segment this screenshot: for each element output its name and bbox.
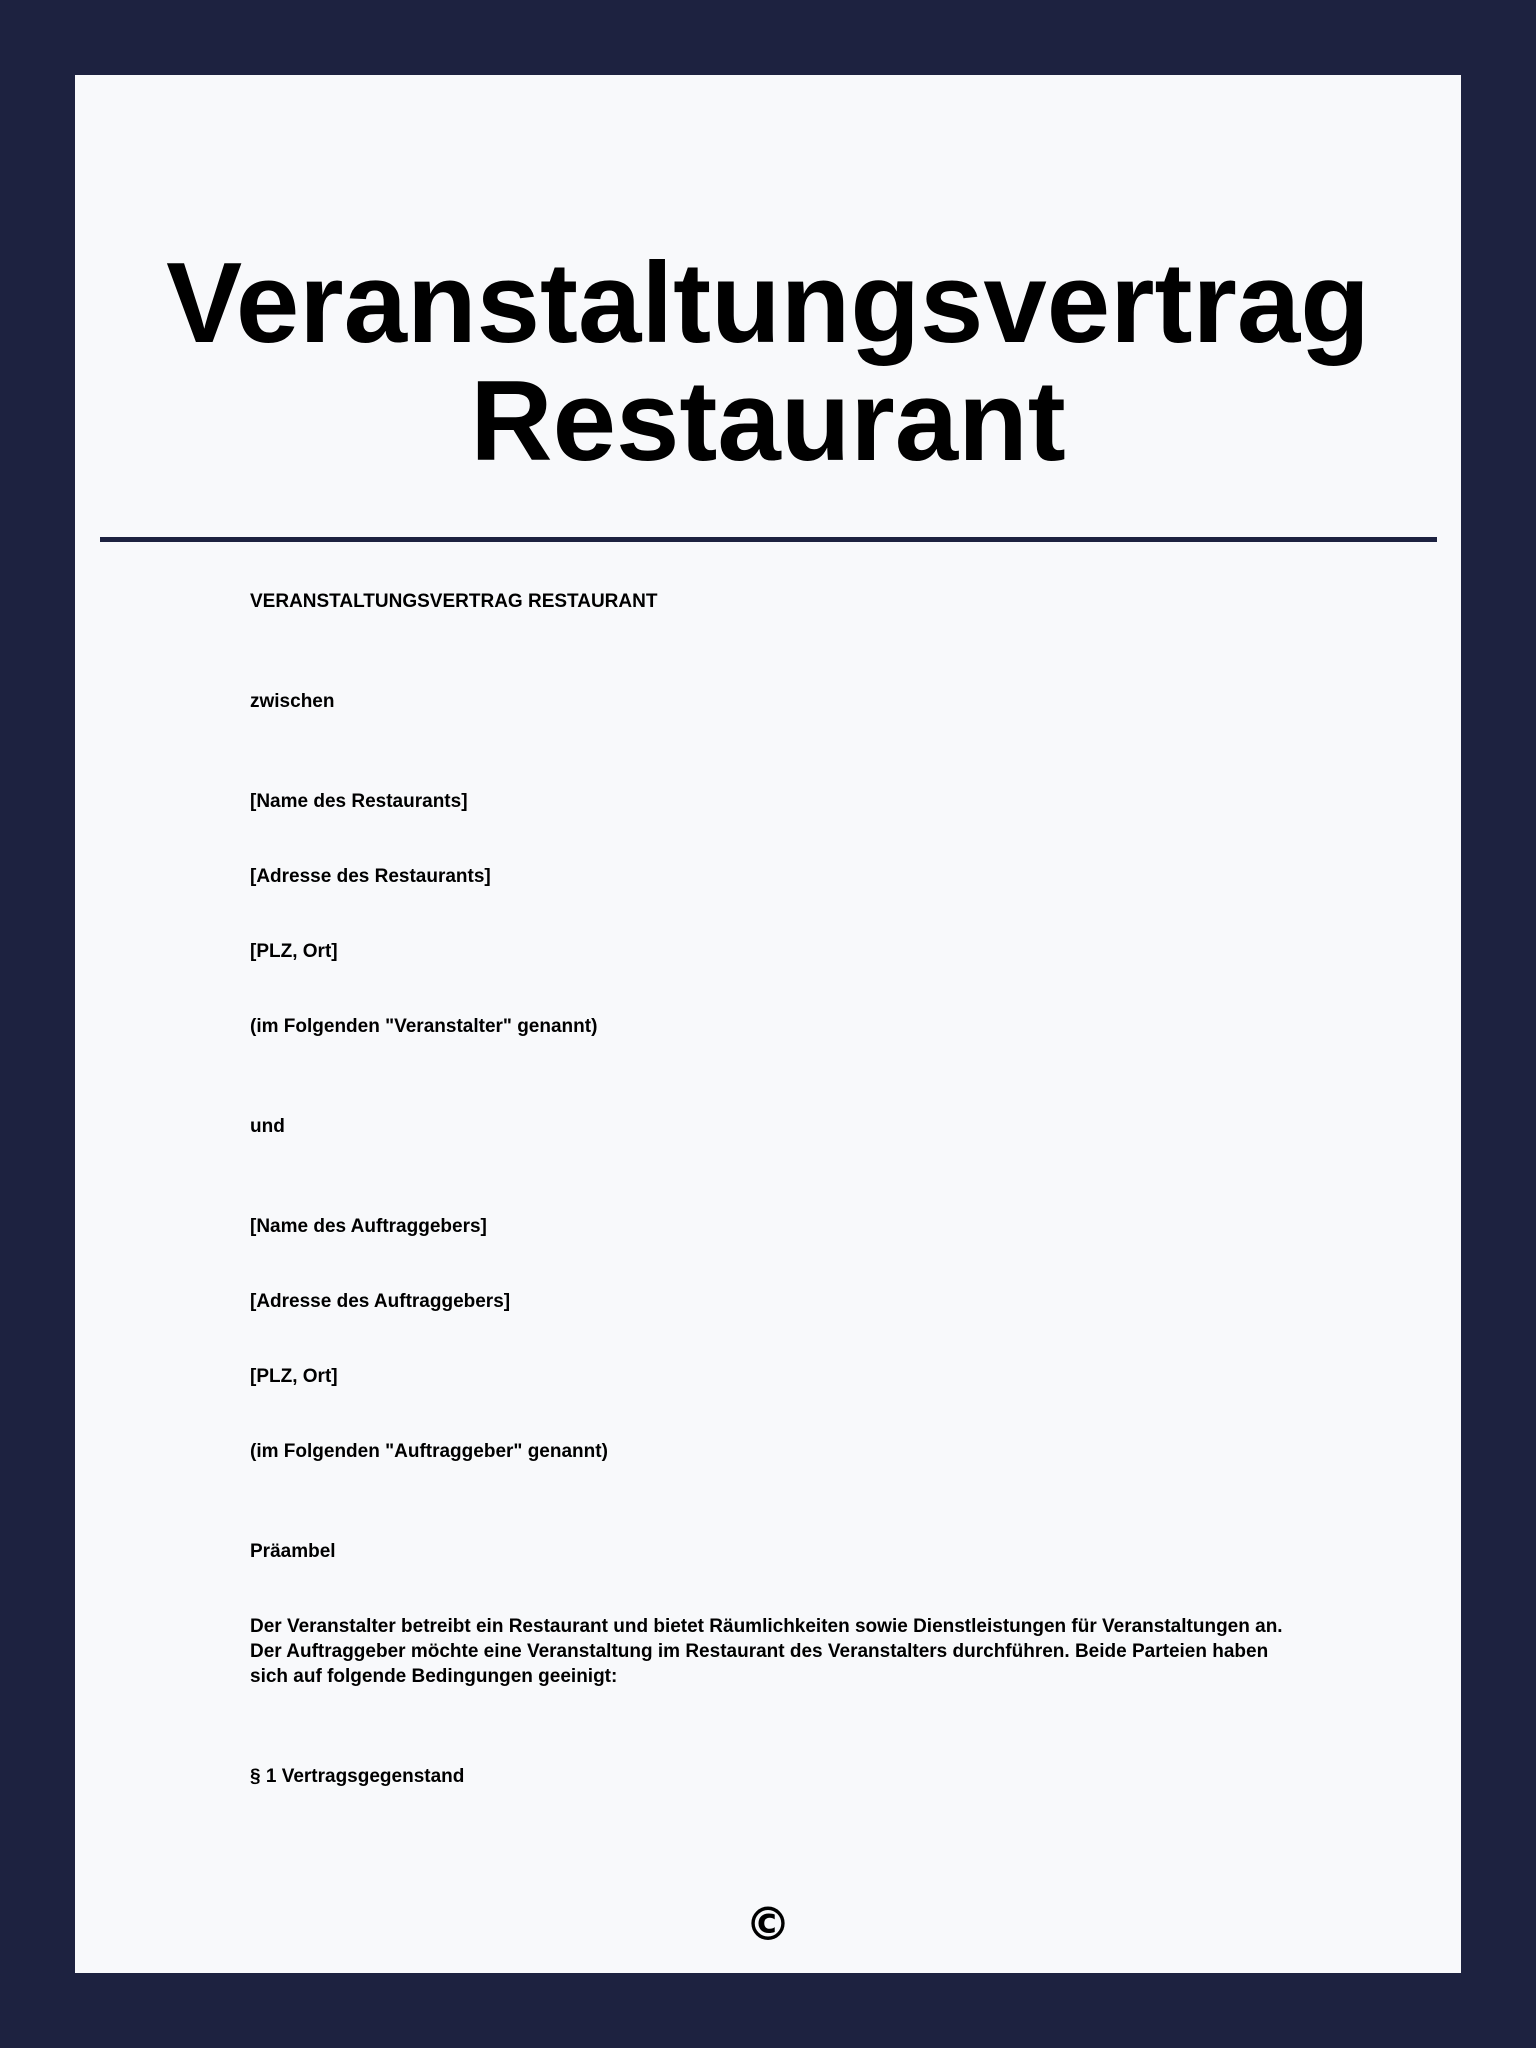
section-1-heading: § 1 Vertragsgegenstand	[250, 1766, 465, 1787]
document-title	[75, 240, 1461, 485]
document-title-line-1: Veranstaltungsvertrag	[166, 240, 1370, 367]
client-postcode-placeholder: [PLZ, Ort]	[250, 1366, 338, 1387]
paragraph-und: und	[250, 1116, 285, 1137]
client-name-placeholder: [Name des Auftraggebers]	[250, 1216, 487, 1237]
document-title-line-2: Restaurant	[470, 358, 1066, 485]
client-address-placeholder: [Adresse des Auftraggebers]	[250, 1291, 511, 1312]
restaurant-address-placeholder: [Adresse des Restaurants]	[250, 866, 491, 887]
client-definition: (im Folgenden "Auftraggeber" genannt)	[250, 1441, 608, 1462]
preamble-text: Der Veranstalter betreibt ein Restaurant und bietet Räumlichkeiten sowie Dienstleistungen für Veranstaltungen an. Der Auftraggeber möchte eine Veranstaltung im Restaurant des Veranstalters durchführen. Beide Parteien haben sich auf folgende Bedingungen geeinigt:	[250, 1616, 1283, 1687]
restaurant-name-placeholder: [Name des Restaurants]	[250, 791, 468, 812]
document-page	[75, 75, 1461, 1973]
organizer-definition: (im Folgenden "Veranstalter" genannt)	[250, 1016, 598, 1037]
title-divider	[100, 537, 1437, 542]
preamble-heading: Präambel	[250, 1541, 336, 1562]
paragraph-zwischen: zwischen	[250, 691, 335, 712]
copyright-icon: ©	[745, 1897, 791, 1951]
restaurant-postcode-placeholder: [PLZ, Ort]	[250, 941, 338, 962]
contract-heading: VERANSTALTUNGSVERTRAG RESTAURANT	[250, 591, 658, 612]
